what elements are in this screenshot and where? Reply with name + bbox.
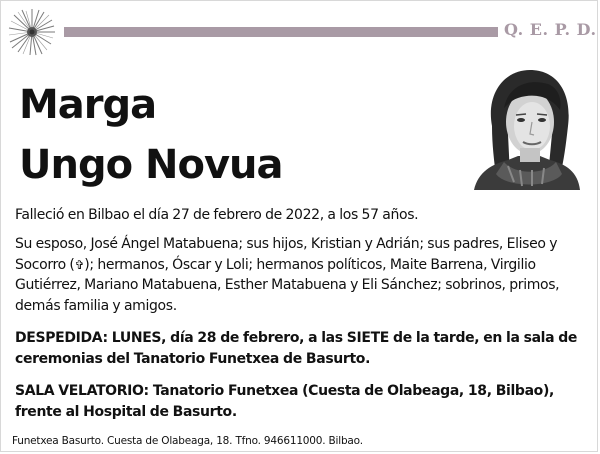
deceased-last-name: Ungo Novua — [19, 142, 283, 188]
cross-icon: ✞ — [74, 257, 85, 272]
family-text-part1: Su esposo, José Ángel Matabuena; sus hijos, Kristian y Adrián; sus padres, Eliseo y Socorro ( — [15, 236, 558, 273]
family-list — [15, 234, 587, 316]
death-notice: Falleció en Bilbao el día 27 de febrero de 2022, a los 57 años. — [15, 207, 419, 223]
header-bar — [64, 27, 498, 37]
portrait-photo — [474, 64, 580, 190]
wake-notice: SALA VELATORIO: Tanatorio Funetxea (Cuesta de Olabeaga, 18, Bilbao), frente al Hospital de Basurto. — [15, 383, 554, 420]
qepd-label: Q. E. P. D. — [504, 20, 597, 39]
deceased-first-name: Marga — [19, 82, 157, 128]
family-text-part2: ); hermanos, Óscar y Loli; hermanos políticos, Maite Barrena, Virgilio Gutiérrez, Mariano Matabuena, Esther Matabuena y Eli Sánchez; sobrinos, primos, demás familia y amigos. — [15, 256, 560, 314]
funeral-home-footer: Funetxea Basurto. Cuesta de Olabeaga, 18. Tfno. 946611000. Bilbao. — [12, 435, 363, 447]
farewell-notice: DESPEDIDA: LUNES, día 28 de febrero, a las SIETE de la tarde, en la sala de ceremonias del Tanatorio Funetxea de Basurto. — [15, 330, 578, 367]
flower-ornament-icon — [6, 6, 58, 58]
